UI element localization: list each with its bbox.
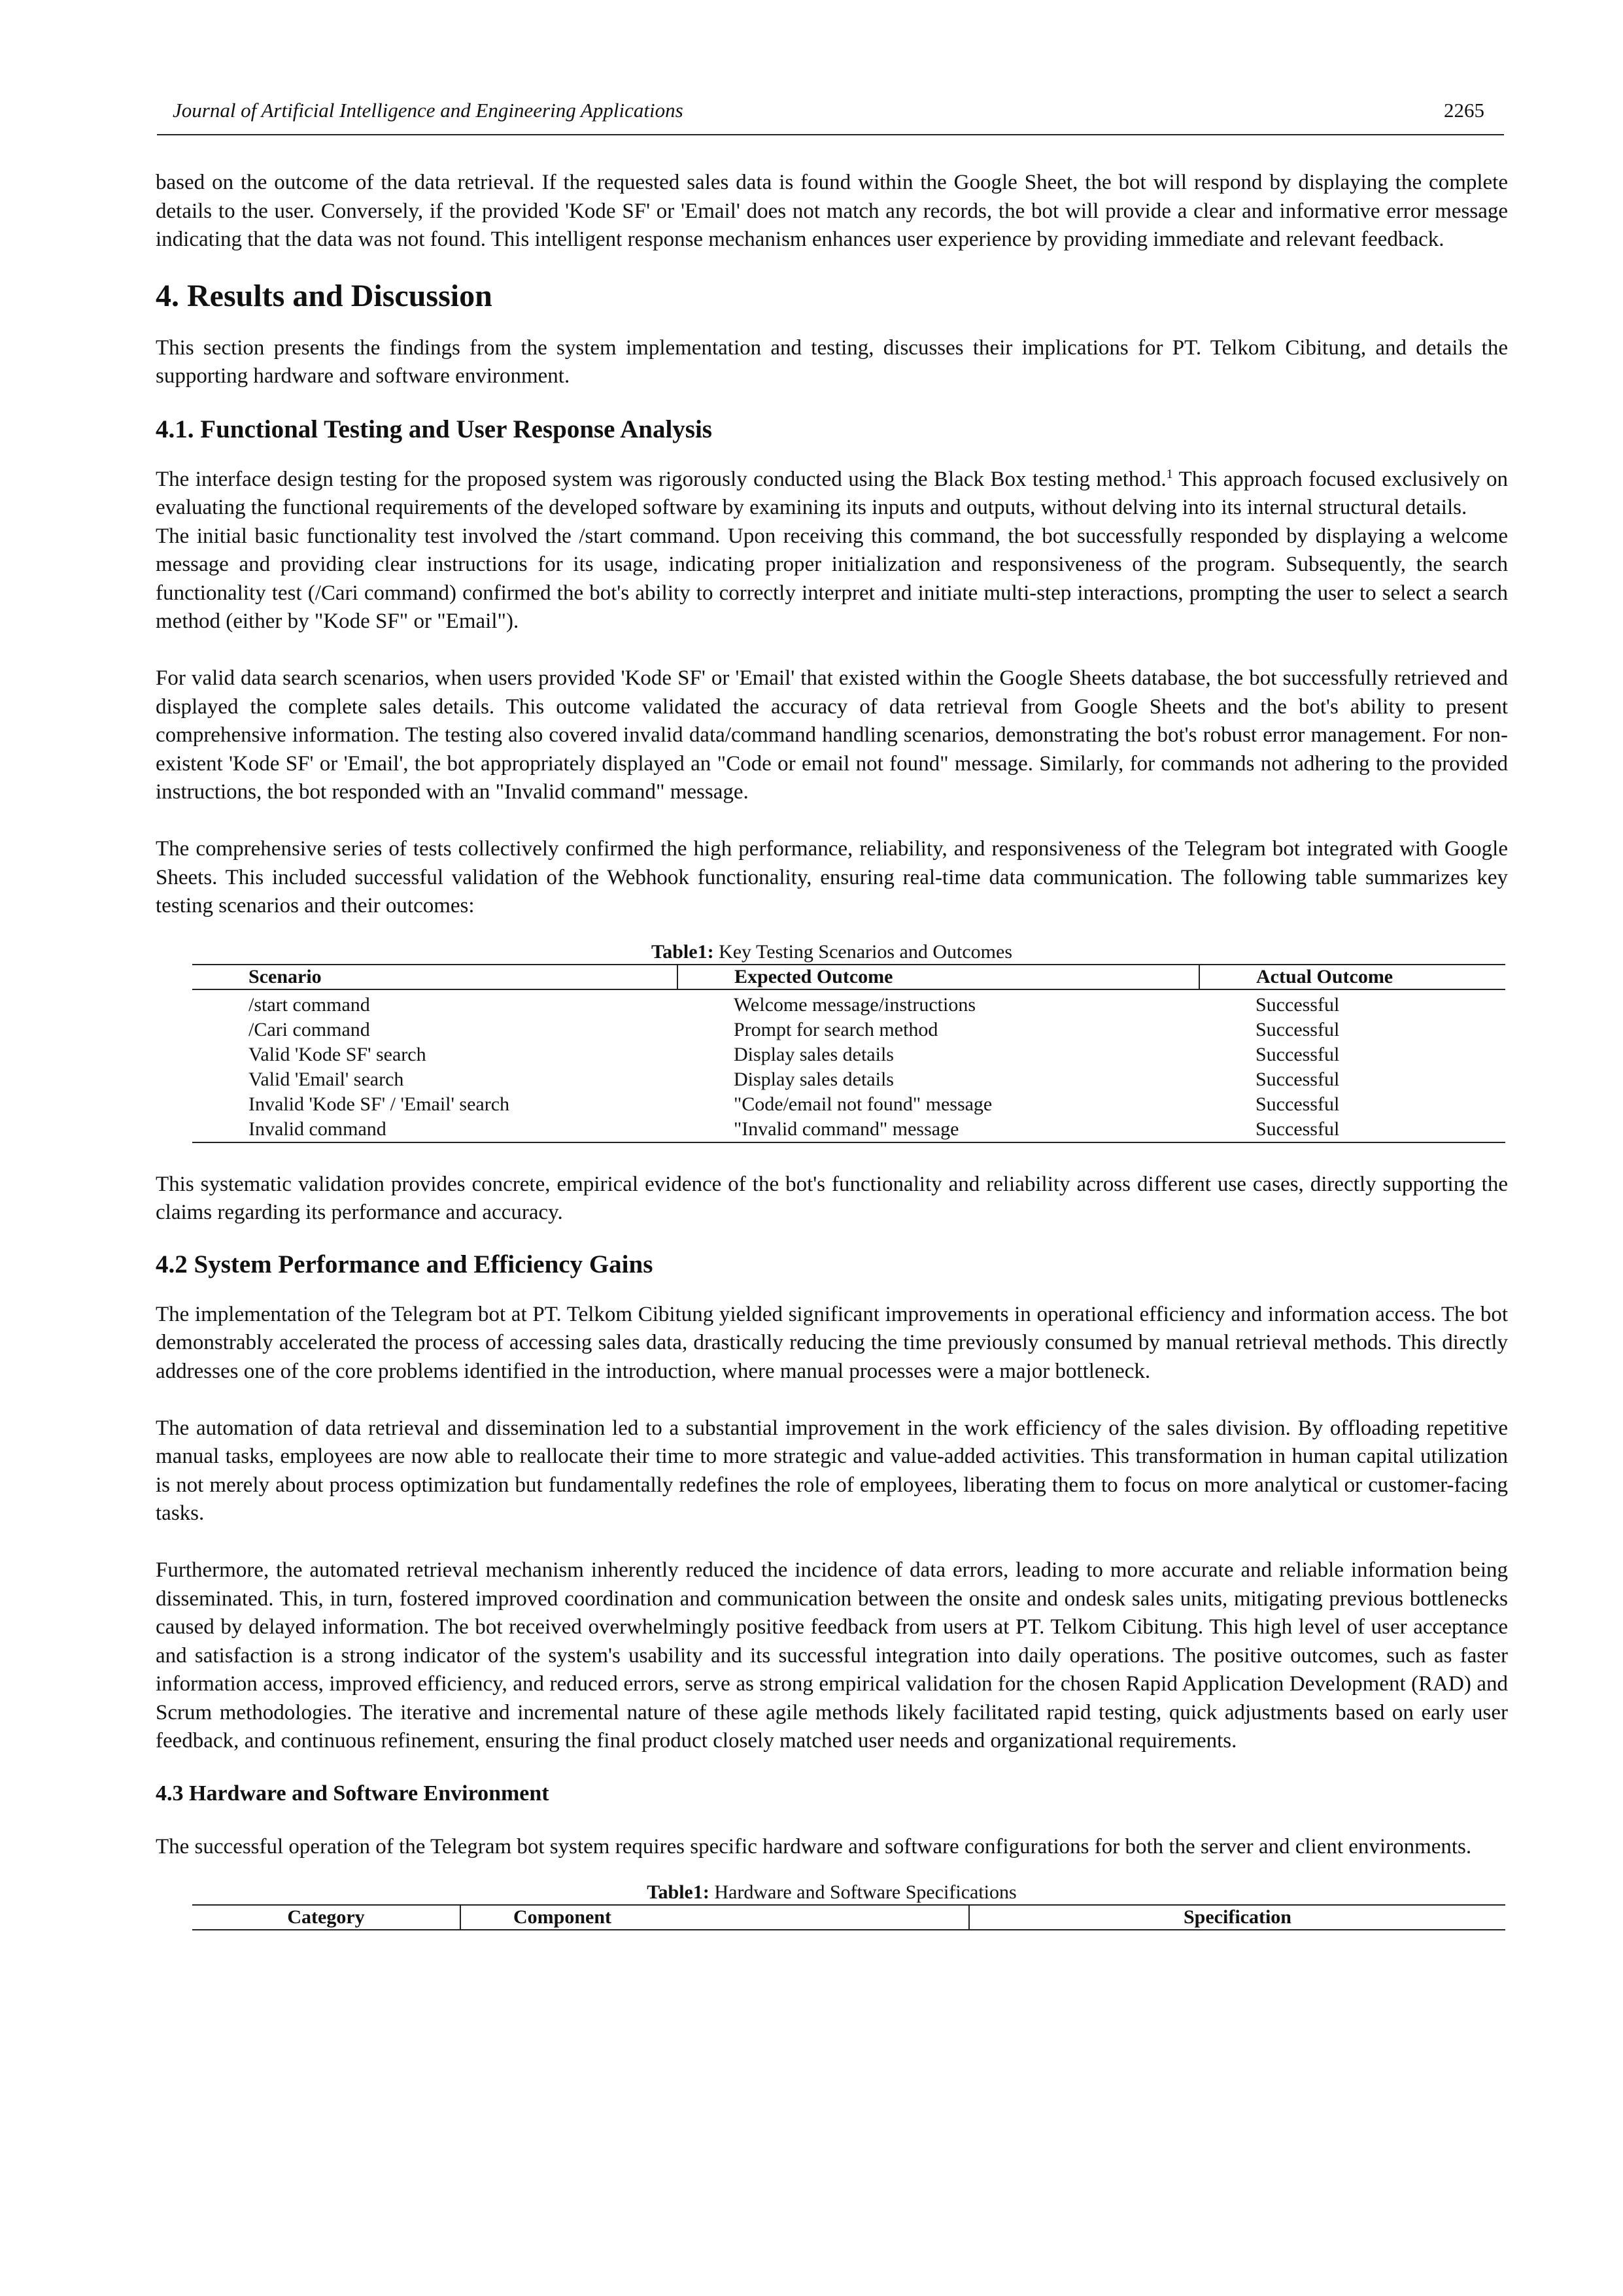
section-4-1-para-1 xyxy=(156,466,1508,523)
table-cell: Welcome message/instructions xyxy=(734,993,976,1016)
column-header: Scenario xyxy=(192,965,677,989)
section-4-1-para-3: For valid data search scenarios, when users provided 'Kode SF' or 'Email' that existed within the Google Sheets database, the bot successfully retrieved and displayed the complete sales details. This outcome validated the accuracy of data retrieval from Google Sheets and the bot's ability to present comprehensive information. The testing also covered invalid data/command handling scenarios, demonstrating the bot's robust error management. For non-existent 'Kode SF' or 'Email', the bot appropriately displayed an "Code or email not found" message. Similarly, for commands not adhering to the provided instructions, the bot responded with an "Invalid command" message. xyxy=(156,666,1508,804)
column-header: Expected Outcome xyxy=(677,965,1199,989)
table-cell: Successful xyxy=(1256,993,1340,1016)
section-4-1-para-4: The comprehensive series of tests collectively confirmed the high performance, reliability, and responsiveness of the Telegram bot integrated with Google Sheets. This included successful validation of the Webhook functionality, ensuring real-time data communication. The following table summarizes key testing scenarios and their outcomes: xyxy=(156,837,1508,917)
page-body xyxy=(156,169,1508,1930)
table-cell: "Invalid command" message xyxy=(677,1117,1199,1142)
table-cell: Valid 'Kode SF' search xyxy=(248,1043,426,1065)
table-cell: Invalid command xyxy=(192,1117,677,1142)
section-4-2-para-3: Furthermore, the automated retrieval mechanism inherently reduced the incidence of data errors, leading to more accurate and reliable information being disseminated. This, in turn, fostered improved coordination and communication between the onsite and ondesk sales units, mitigating previous bottlenecks caused by delayed information. The bot received overwhelmingly positive feedback from users at PT. Telkom Cibitung. This high level of user acceptance and satisfaction is a strong indicator of the system's usability and its successful integration into daily operations. The positive outcomes, such as faster information access, improved efficiency, and reduced errors, serve as strong empirical validation for the chosen Rapid Application Development (RAD) and Scrum methodologies. The iterative and incremental nature of these agile methods likely facilitated rapid testing, quick adjustments based on early user feedback, and continuous refinement, ensuring the final product closely matched user needs and organizational requirements. xyxy=(156,1558,1508,1753)
table-cell: Valid 'Email' search xyxy=(248,1068,404,1090)
table-cell: /Cari command xyxy=(248,1018,370,1040)
section-4-1-para-2: The initial basic functionality test involved the /start command. Upon receiving this command, the bot successfully responded by displaying a welcome message and providing clear instructions for its usage, indicating proper initialization and responsiveness of the program. Subsequently, the search functionality test (/Cari command) confirmed the bot's ability to correctly interpret and initiate multi-step interactions, prompting the user to select a search method (either by "Kode SF" or "Email"). xyxy=(156,524,1508,633)
caption-text: Hardware and Software Specifications xyxy=(709,1881,1017,1903)
table-2 xyxy=(192,1904,1505,1930)
table-cell: Successful xyxy=(1199,1117,1505,1142)
para-text: The interface design testing for the proposed system was rigorously conducted using the Black Box testing method. xyxy=(156,467,1167,491)
section-4-3-heading: 4.3 Hardware and Software Environment xyxy=(156,1781,549,1806)
table-row xyxy=(192,1018,1505,1042)
running-header xyxy=(157,94,1504,135)
table-1-caption xyxy=(156,940,1508,964)
section-4-2-para-2: The automation of data retrieval and dissemination led to a substantial improvement in the work efficiency of the sales division. By offloading repetitive manual tasks, employees are now able to reallocate their time to more strategic and value-added activities. This transformation in human capital utilization is not merely about process optimization but fundamentally redefines the role of employees, liberating them to focus on more analytical or customer-facing tasks. xyxy=(156,1416,1508,1525)
table-cell: Prompt for search method xyxy=(734,1018,938,1040)
table-cell: Display sales details xyxy=(734,1043,894,1065)
intro-paragraph: based on the outcome of the data retrieval. If the requested sales data is found within the Google Sheet, the bot will respond by displaying the complete details to the user. Conversely, if the provided 'Kode SF' or 'Email' does not match any records, the bot will provide a clear and informative error message indicating that the data was not found. This intelligent response mechanism enhances user experience by providing immediate and relevant feedback. xyxy=(156,171,1508,251)
table-cell: Invalid 'Kode SF' / 'Email' search xyxy=(248,1093,510,1115)
table-header-row xyxy=(192,965,1505,989)
table-cell: Successful xyxy=(1256,1043,1340,1065)
table-cell: Successful xyxy=(1256,1093,1340,1115)
para-text: This approach focused exclusively on evaluating the functional requirements of the developed software by examining its inputs and outputs, without delving into its internal structural details. xyxy=(156,467,1508,519)
table-cell: Successful xyxy=(1256,1068,1340,1090)
section-4-1-heading: 4.1. Functional Testing and User Response Analysis xyxy=(156,415,712,443)
journal-title: Journal of Artificial Intelligence and Engineering Applications xyxy=(173,99,683,122)
footnote-ref: 1 xyxy=(1166,466,1173,481)
table-row xyxy=(192,1117,1505,1142)
column-header: Category xyxy=(192,1905,460,1930)
table-row xyxy=(192,989,1505,1018)
section-4-3-para-1: The successful operation of the Telegram bot system requires specific hardware and software configurations for both the server and client environments. xyxy=(156,1834,1472,1859)
table-cell: /start command xyxy=(248,993,370,1016)
section-4-2-para-1: The implementation of the Telegram bot at PT. Telkom Cibitung yielded significant improvements in operational efficiency and information access. The bot demonstrably accelerated the process of accessing sales data, drastically reducing the time previously consumed by manual retrieval methods. This directly addresses one of the core problems identified in the introduction, where manual processes were a major bottleneck. xyxy=(156,1302,1508,1383)
table-cell: Successful xyxy=(1256,1018,1340,1040)
column-header: Component xyxy=(460,1905,969,1930)
section-4-1-para-5: This systematic validation provides concrete, empirical evidence of the bot's functionality and reliability across different use cases, directly supporting the claims regarding its performance and accuracy. xyxy=(156,1172,1508,1224)
section-4-2-heading: 4.2 System Performance and Efficiency Gains xyxy=(156,1250,653,1278)
caption-label: Table1: xyxy=(651,940,714,963)
caption-text: Key Testing Scenarios and Outcomes xyxy=(713,940,1012,963)
column-header: Actual Outcome xyxy=(1199,965,1505,989)
table-row xyxy=(192,1092,1505,1117)
table-row xyxy=(192,1042,1505,1067)
table-row xyxy=(192,1067,1505,1092)
page-number: 2265 xyxy=(1444,99,1484,122)
table-cell: Display sales details xyxy=(734,1068,894,1090)
table-cell: "Code/email not found" message xyxy=(734,1093,993,1115)
section-4-intro: This section presents the findings from the system implementation and testing, discusses their implications for PT. Telkom Cibitung, and details the supporting hardware and software environment. xyxy=(156,335,1508,388)
column-header: Specification xyxy=(969,1905,1505,1930)
section-4-heading: 4. Results and Discussion xyxy=(156,278,492,313)
table-1 xyxy=(192,964,1505,1143)
table-2-caption xyxy=(156,1881,1508,1904)
caption-label: Table1: xyxy=(647,1881,709,1903)
table-header-row xyxy=(192,1905,1505,1930)
